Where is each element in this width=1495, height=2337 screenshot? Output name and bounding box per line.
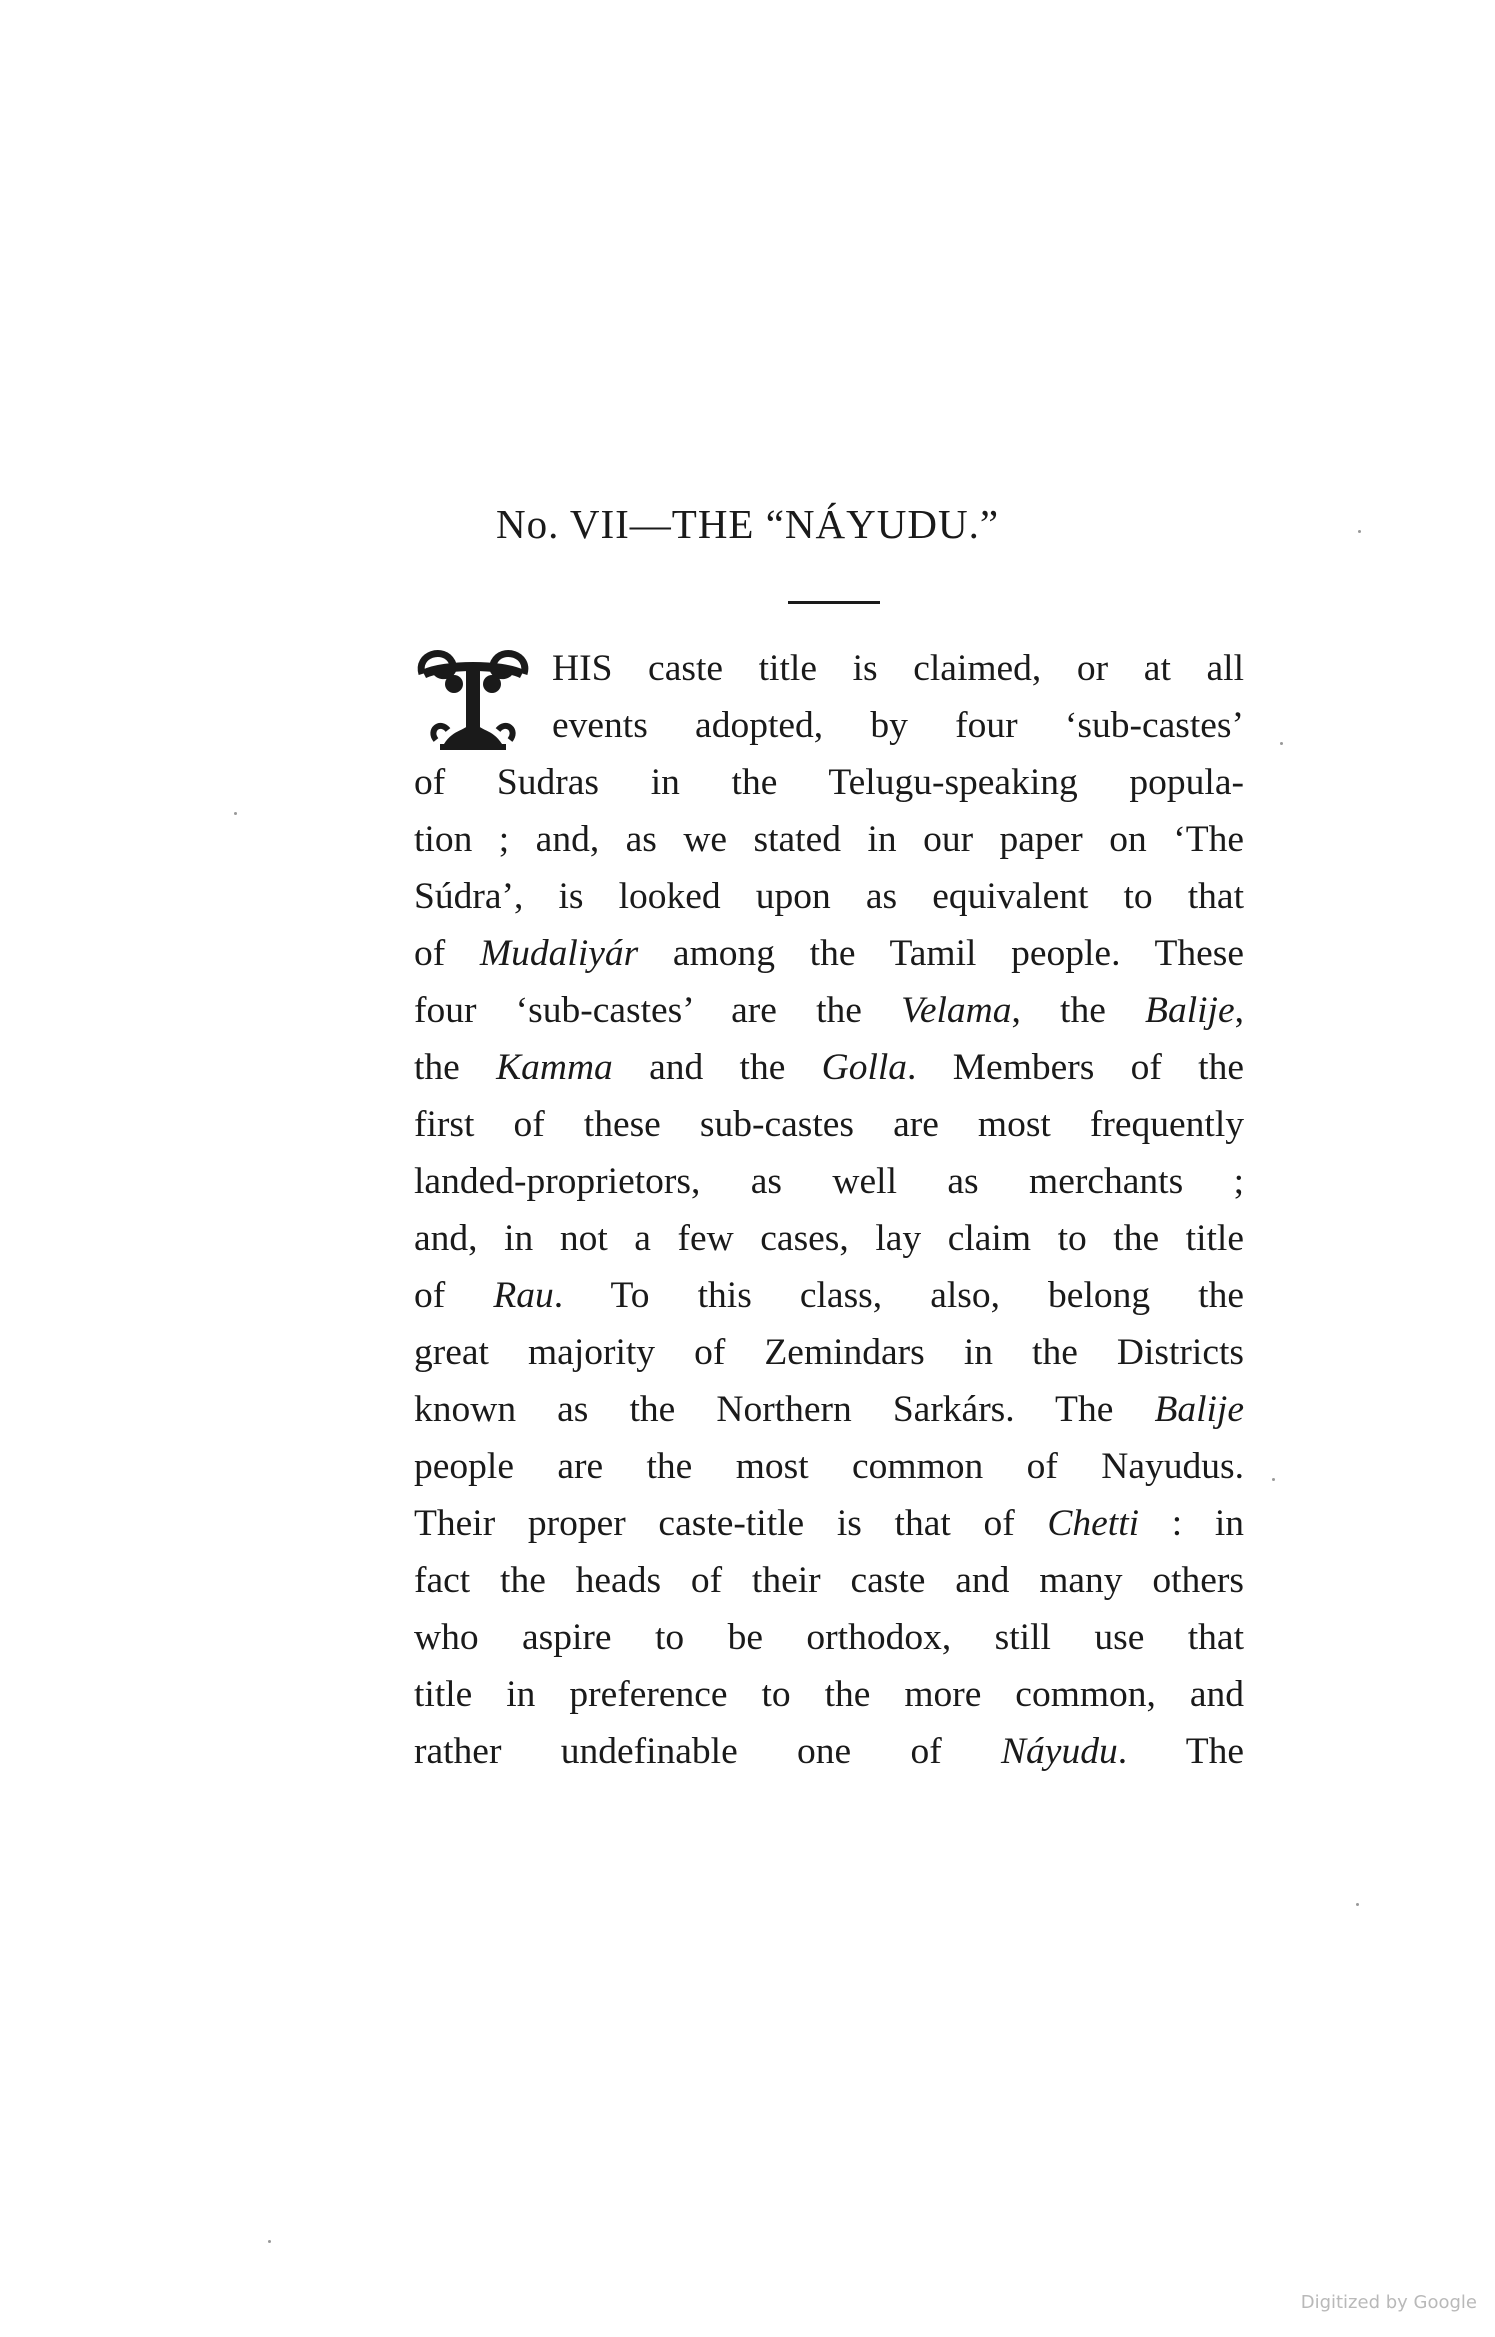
drop-cap-t-ornament xyxy=(414,644,532,752)
digitized-watermark: Digitized by Google xyxy=(1300,2292,1477,2313)
text-line: and, in not a few cases, lay claim to the title xyxy=(414,1218,1244,1259)
scan-speck xyxy=(1272,1478,1275,1481)
text-line: first of these sub-castes are most frequently xyxy=(414,1104,1244,1145)
text-line: Their proper caste-title is that of Chetti : in xyxy=(414,1503,1245,1544)
text-line: who aspire to be orthodox, still use that xyxy=(414,1617,1244,1658)
text-line: of Mudaliyár among the Tamil people. These xyxy=(414,933,1244,974)
text-line: rather undefinable one of Náyudu. The xyxy=(414,1731,1245,1772)
text-line: of Rau. To this class, also, belong the xyxy=(414,1275,1244,1316)
text-line: title in preference to the more common, and xyxy=(414,1674,1244,1715)
heading-rule xyxy=(788,601,880,604)
text-line: tion ; and, as we stated in our paper on ‘The xyxy=(414,819,1244,860)
chapter-heading: No. VII—THE “NÁYUDU.” xyxy=(495,501,1000,547)
text-line: events adopted, by four ‘sub-castes’ xyxy=(552,705,1244,746)
text-line: the Kamma and the Golla. Members of the xyxy=(414,1047,1244,1088)
text-line: people are the most common of Nayudus. xyxy=(414,1446,1244,1487)
text-line: known as the Northern Sarkárs. The Balije xyxy=(414,1389,1244,1430)
text-line: HIS caste title is claimed, or at all xyxy=(552,648,1244,689)
scan-speck xyxy=(1280,742,1283,745)
body-text xyxy=(414,640,1244,1780)
scan-speck xyxy=(234,812,237,815)
scan-speck xyxy=(1356,1903,1359,1906)
text-line: of Sudras in the Telugu-speaking popula- xyxy=(414,762,1244,803)
text-line: fact the heads of their caste and many others xyxy=(414,1560,1244,1601)
text-line: Súdra’, is looked upon as equivalent to that xyxy=(414,876,1244,917)
scan-speck xyxy=(268,2240,271,2243)
text-line: great majority of Zemindars in the Districts xyxy=(414,1332,1244,1373)
text-line: landed-proprietors, as well as merchants ; xyxy=(414,1161,1244,1202)
text-line: four ‘sub-castes’ are the Velama, the Balije, xyxy=(414,990,1244,1031)
scan-speck xyxy=(1358,530,1361,533)
